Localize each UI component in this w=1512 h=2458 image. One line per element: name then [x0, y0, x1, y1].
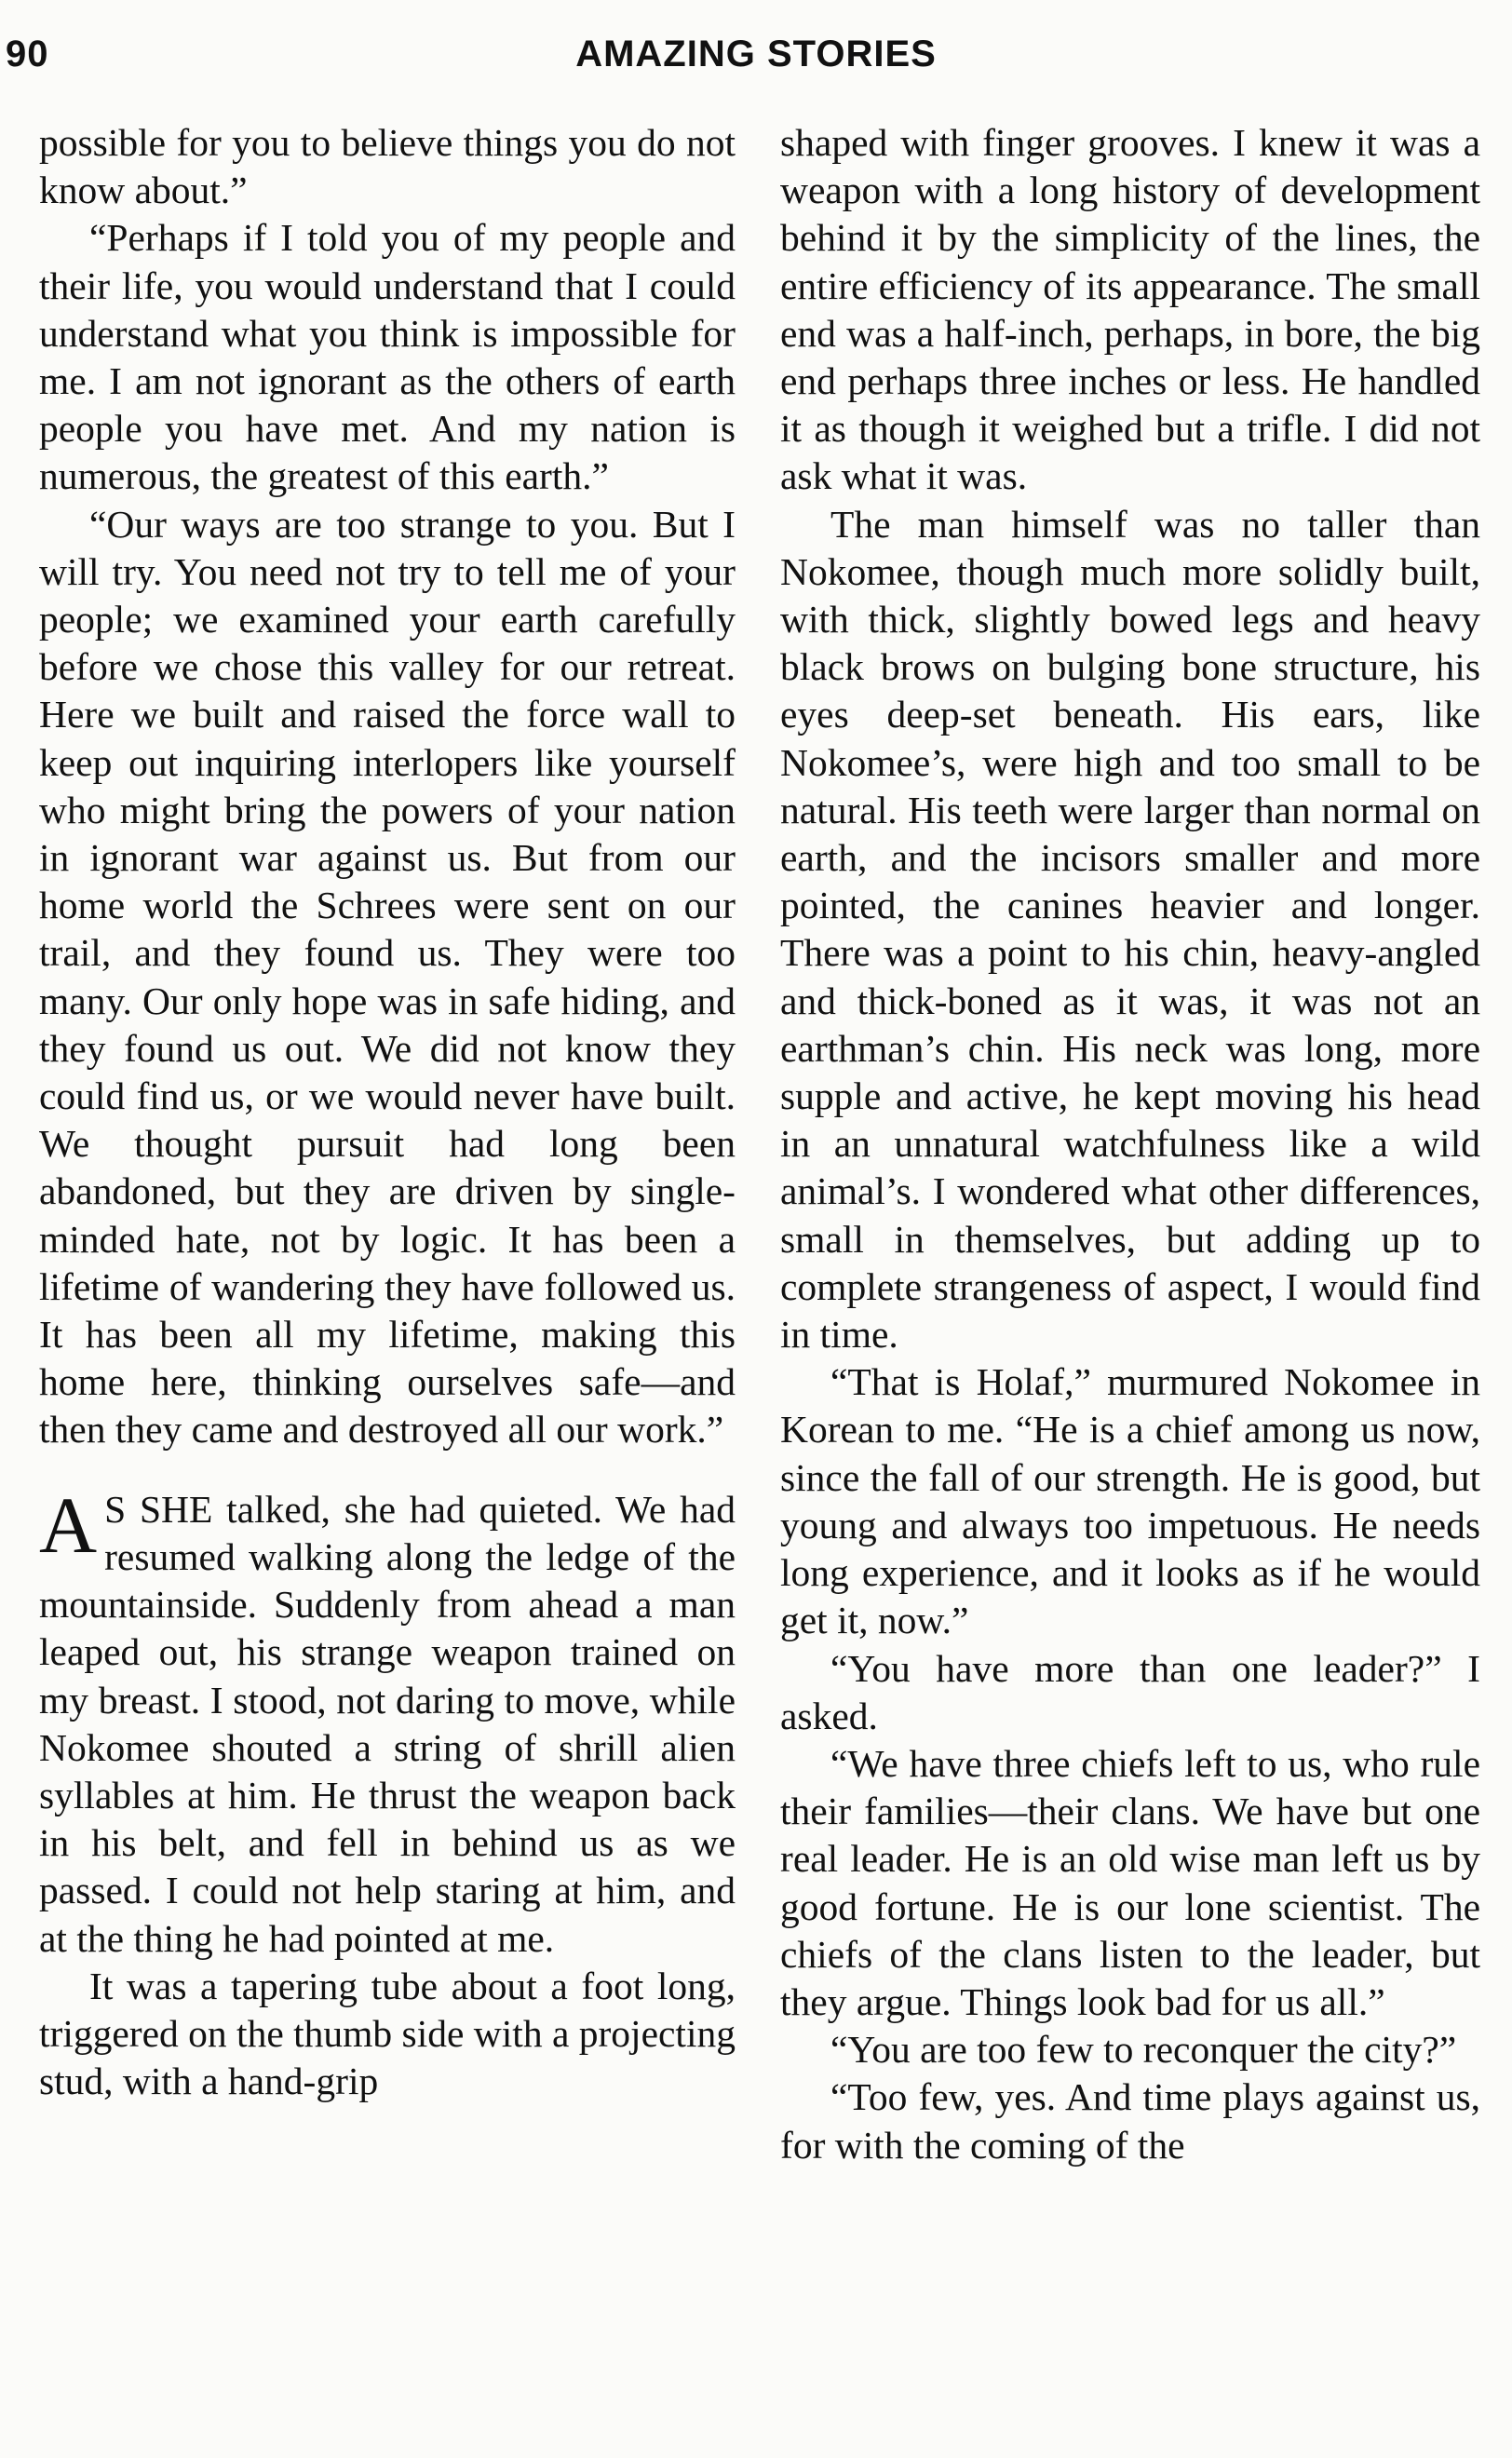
page-number: 90	[6, 34, 49, 74]
paragraph: “You are too few to reconquer the city?”	[830, 2028, 1457, 2072]
paragraph: “We have three chiefs left to us, who rule their families—their clans. We have but one real leader. He is an old wise man left us by good fortune. He is our lone scientist. The chiefs of the clans listen to the leader, but they argue. Things look bad for us all.”	[780, 1741, 1480, 2023]
paragraph: “Our ways are too strange to you. But I will try. You need not try to tell me of your people; we examined your earth carefully before we chose this valley for our retreat. Here we built and raised the force wall to keep out inquiring interlopers like yourself who might bring the powers of your nation in ignorant war against us. But from our home world the Schrees were sent on our trail, and they found us. They were too many. Our only hope was in safe hiding, and they found us out. We did not know they could find us, or we would never have built. We thought pursuit had long been abandoned, but they are driven by single-minded hate, not by logic. It has been a lifetime of wandering they have followed us. It has been all my lifetime, making this home here, thinking ourselves safe—and then they came and destroyed all our work.”	[39, 502, 736, 1452]
drop-cap: A	[39, 1479, 98, 1570]
paragraph: The man himself was no taller than Nokomee, though much more solidly built, with thick, slightly bowed legs and heavy black brows on bulging bone structure, his eyes deep-set beneath. His ears, like Nokomee’s, were high and too small to be natural. His teeth were larger than normal on earth, and the incisors smaller and more pointed, the canines heavier and longer. There was a point to his chin, heavy-angled and thick-boned as it was, it was not an earthman’s chin. His neck was long, more supple and active, he kept moving his head in an unnatural watchfulness like a wild animal’s. I wondered what other differences, small in themselves, but adding up to complete strangeness of aspect, I would find in time.	[780, 502, 1480, 1357]
paragraph: It was a tapering tube about a foot long, triggered on the thumb side with a projecting stud, with a hand-grip	[39, 1964, 736, 2103]
paragraph: “That is Holaf,” murmured Nokomee in Korean to me. “He is a chief among us now, since the fall of our strength. He is good, but young and always too impetuous. He needs long experience, and it looks as if he would get it, now.”	[780, 1360, 1480, 1642]
paragraph: “You have more than one leader?” I asked.	[780, 1646, 1480, 1737]
paragraph: shaped with finger grooves. I knew it was a weapon with a long history of development behind it by the simplicity of the lines, the entire efficiency of its appearance. The small end was a half-inch, perhaps, in bore, the big end perhaps three inches or less. He handled it as though it weighed but a trifle. I did not ask what it was.	[780, 121, 1480, 498]
drop-cap-paragraph	[39, 1479, 736, 1963]
page-header	[0, 30, 1512, 86]
paragraph-text: S SHE talked, she had quieted. We had resumed walking along the ledge of the mountainside. Suddenly from ahead a man leaped out, his strange weapon trained on my breast. I stood, not daring to move, while Nokomee shouted a string of shrill alien syllables at him. He thrust the weapon back in his belt, and fell in behind us as we passed. I could not help staring at him, and at the thing he had pointed at me.	[39, 1487, 736, 1960]
paragraph: possible for you to believe things you do not know about.”	[39, 121, 736, 212]
right-column	[780, 119, 1480, 2169]
paragraph: “Perhaps if I told you of my people and their life, you would understand that I could understand what you think is impossible for me. I am not ignorant as the others of earth people you have met. And my nation is numerous, the greatest of this earth.”	[39, 216, 736, 498]
running-head: AMAZING STORIES	[575, 34, 937, 74]
left-column	[39, 119, 736, 2105]
paragraph: “Too few, yes. And time plays against us, for with the coming of the	[780, 2075, 1480, 2167]
